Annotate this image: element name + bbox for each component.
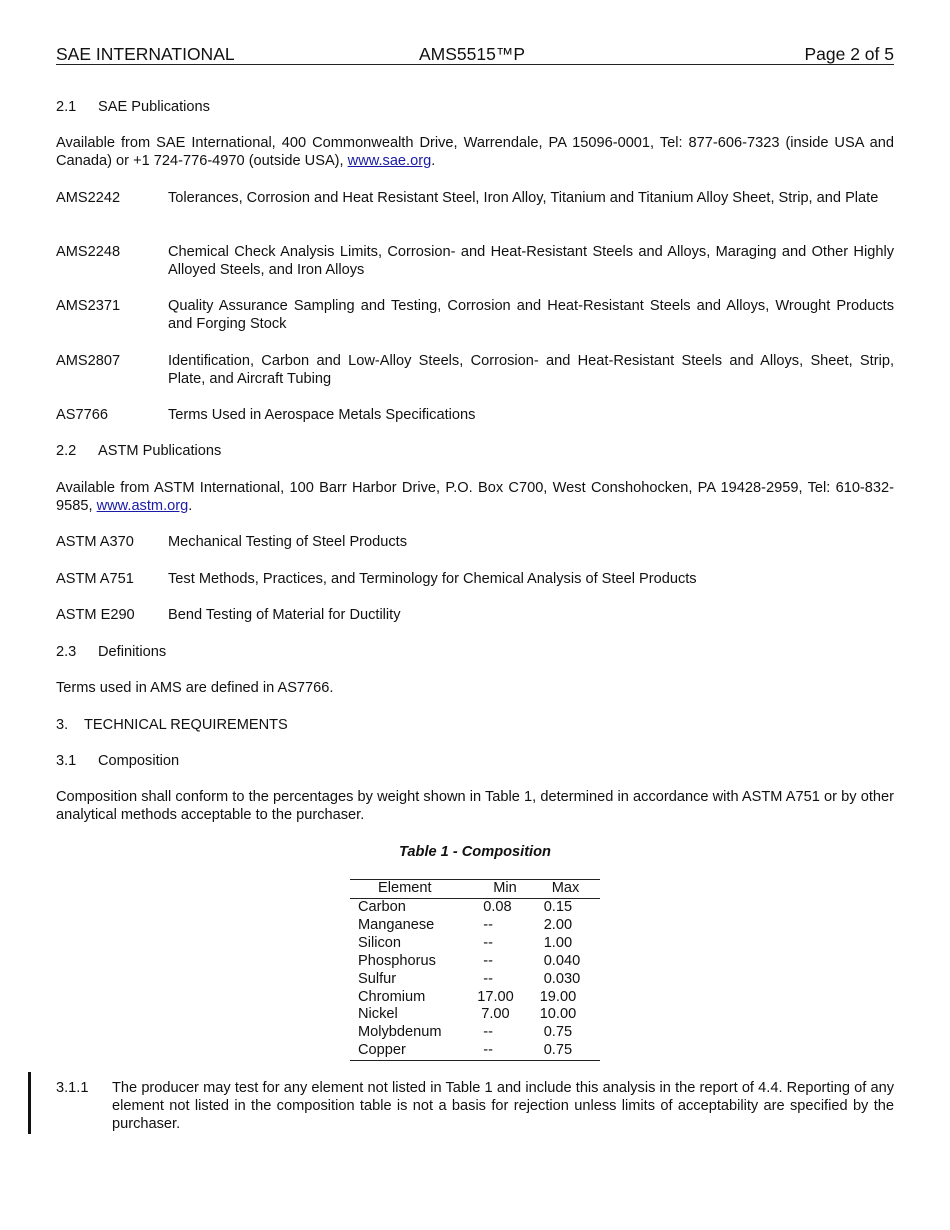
table-row: [350, 917, 600, 935]
max-cell: 1.00: [543, 934, 573, 951]
reference-id: ASTM A370: [56, 534, 134, 550]
element-cell: Copper: [350, 1042, 473, 1060]
min-cell: --: [483, 934, 493, 951]
section-number: 3.1: [56, 753, 77, 769]
reference-title: Terms Used in Aerospace Metals Specifications: [168, 407, 476, 423]
composition-table: [350, 879, 600, 1061]
astm-availability: [56, 479, 894, 515]
max-cell: 10.00: [539, 1006, 577, 1023]
reference-title: Test Methods, Practices, and Terminology for Chemical Analysis of Steel Products: [168, 571, 697, 587]
min-cell: --: [483, 970, 493, 987]
reference-title: Tolerances, Corrosion and Heat Resistant Steel, Iron Alloy, Titanium and Titanium Alloy Sheet, Strip, and Plate: [168, 190, 879, 206]
revision-change-bar: [28, 1072, 31, 1134]
table-row: [350, 989, 600, 1007]
reference-id: ASTM A751: [56, 571, 134, 587]
min-cell: --: [473, 1042, 539, 1060]
reference-title: Chemical Check Analysis Limits, Corrosion- and Heat-Resistant Steels and Alloys, Maraging and Other Highly Alloyed Steels, and Iron Alloys: [168, 244, 894, 278]
reference-row: [56, 189, 894, 225]
reference-id: ASTM E290: [56, 607, 135, 623]
composition-text: Composition shall conform to the percentages by weight shown in Table 1, determined in accordance with ASTM A751 or by other analytical methods acceptable to the purchaser.: [56, 789, 894, 823]
table-row: [350, 935, 600, 953]
element-cell: Sulfur: [358, 970, 397, 987]
astm-link[interactable]: www.astm.org: [96, 498, 189, 514]
section-3-1-1-text: The producer may test for any element not listed in Table 1 and include this analysis in the report of 4.4. Reporting of any element not listed in the composition table is not a basis for rejection unless limits of acceptability are specified by the purchaser.: [112, 1080, 894, 1132]
reference-id: AMS2807: [56, 353, 121, 369]
section-3-1-heading: [56, 752, 894, 770]
section-title: ASTM Publications: [98, 443, 222, 459]
reference-row: [56, 606, 894, 624]
section-number: 2.3: [56, 644, 77, 660]
section-number: 2.1: [56, 99, 77, 115]
reference-id: AMS2248: [56, 244, 121, 260]
reference-title: Quality Assurance Sampling and Testing, Corrosion and Heat-Resistant Steels and Alloys, Wrought Products and Forging Stock: [168, 298, 894, 332]
reference-title: Mechanical Testing of Steel Products: [168, 534, 408, 550]
column-header-element: Element: [350, 880, 473, 899]
section-number: 3.: [56, 717, 69, 733]
reference-id: AMS2242: [56, 190, 121, 206]
element-cell: Manganese: [358, 916, 435, 933]
section-title: TECHNICAL REQUIREMENTS: [84, 717, 288, 733]
astm-availability-end: .: [188, 498, 193, 514]
header-org: SAE INTERNATIONAL: [56, 44, 235, 64]
max-cell: 2.00: [543, 916, 573, 933]
section-title: Definitions: [98, 644, 167, 660]
header-doc-id: AMS5515™P: [419, 44, 526, 64]
table-row: [350, 899, 600, 917]
max-cell: 0.15: [543, 899, 573, 915]
section-title: Composition: [98, 753, 180, 769]
reference-title: Identification, Carbon and Low-Alloy Steels, Corrosion- and Heat-Resistant Steels and Alloys, Sheet, Strip, Plate, and Aircraft Tubing: [168, 353, 894, 387]
reference-row: [56, 243, 894, 279]
element-cell: Chromium: [358, 988, 426, 1005]
reference-row: [56, 352, 894, 388]
min-cell: 17.00: [477, 988, 514, 1005]
min-cell: 0.08: [483, 899, 512, 915]
section-3-heading: [56, 716, 894, 734]
sae-availability-end: .: [431, 153, 436, 169]
max-cell: 0.040: [543, 952, 581, 969]
table-header-row: [350, 880, 600, 899]
section-2-1-heading: [56, 98, 894, 116]
table-row: [350, 1024, 600, 1042]
min-cell: --: [483, 916, 493, 933]
section-number: 3.1.1: [56, 1080, 89, 1096]
section-2-2-heading: [56, 442, 894, 460]
section-2-3-heading: [56, 643, 894, 661]
table-row: [350, 1042, 600, 1060]
sae-availability: [56, 134, 894, 170]
reference-row: [56, 533, 894, 551]
element-cell: Nickel: [358, 1006, 398, 1023]
column-header-min: Min: [473, 880, 539, 899]
min-cell: 7.00: [481, 1006, 510, 1023]
table-row: [350, 953, 600, 971]
table-caption: Table 1 - Composition: [399, 844, 551, 860]
section-title: SAE Publications: [98, 99, 210, 115]
page-header: [56, 44, 894, 65]
sae-link[interactable]: www.sae.org: [347, 153, 432, 169]
reference-row: [56, 297, 894, 333]
max-cell: 0.75: [540, 1042, 600, 1060]
min-cell: --: [483, 952, 493, 969]
max-cell: 0.030: [543, 970, 581, 987]
element-cell: Carbon: [358, 899, 406, 915]
column-header-max: Max: [540, 880, 600, 899]
reference-id: AMS2371: [56, 298, 121, 314]
table-row: [350, 1006, 600, 1024]
table-row: [350, 971, 600, 989]
reference-row: [56, 406, 894, 424]
element-cell: Phosphorus: [358, 952, 436, 969]
astm-availability-text: Available from ASTM International, 100 Barr Harbor Drive, P.O. Box C700, West Conshohocken, PA 19428-2959, Tel: 610-832-9585,: [56, 480, 894, 514]
element-cell: Molybdenum: [358, 1024, 442, 1041]
header-page-number: Page 2 of 5: [804, 44, 894, 64]
section-3-1-1: [56, 1079, 894, 1133]
reference-title: Bend Testing of Material for Ductility: [168, 607, 401, 623]
definitions-text: Terms used in AMS are defined in AS7766.: [56, 680, 334, 696]
min-cell: --: [483, 1024, 493, 1041]
reference-row: [56, 570, 894, 588]
max-cell: 19.00: [539, 988, 577, 1005]
section-number: 2.2: [56, 443, 77, 459]
element-cell: Silicon: [358, 934, 401, 951]
sae-availability-text: Available from SAE International, 400 Commonwealth Drive, Warrendale, PA 15096-0001, Tel: 877-606-7323 (inside USA and Canada) or +1 724-776-4970 (outside USA),: [56, 135, 894, 169]
max-cell: 0.75: [543, 1024, 573, 1041]
reference-id: AS7766: [56, 407, 108, 423]
